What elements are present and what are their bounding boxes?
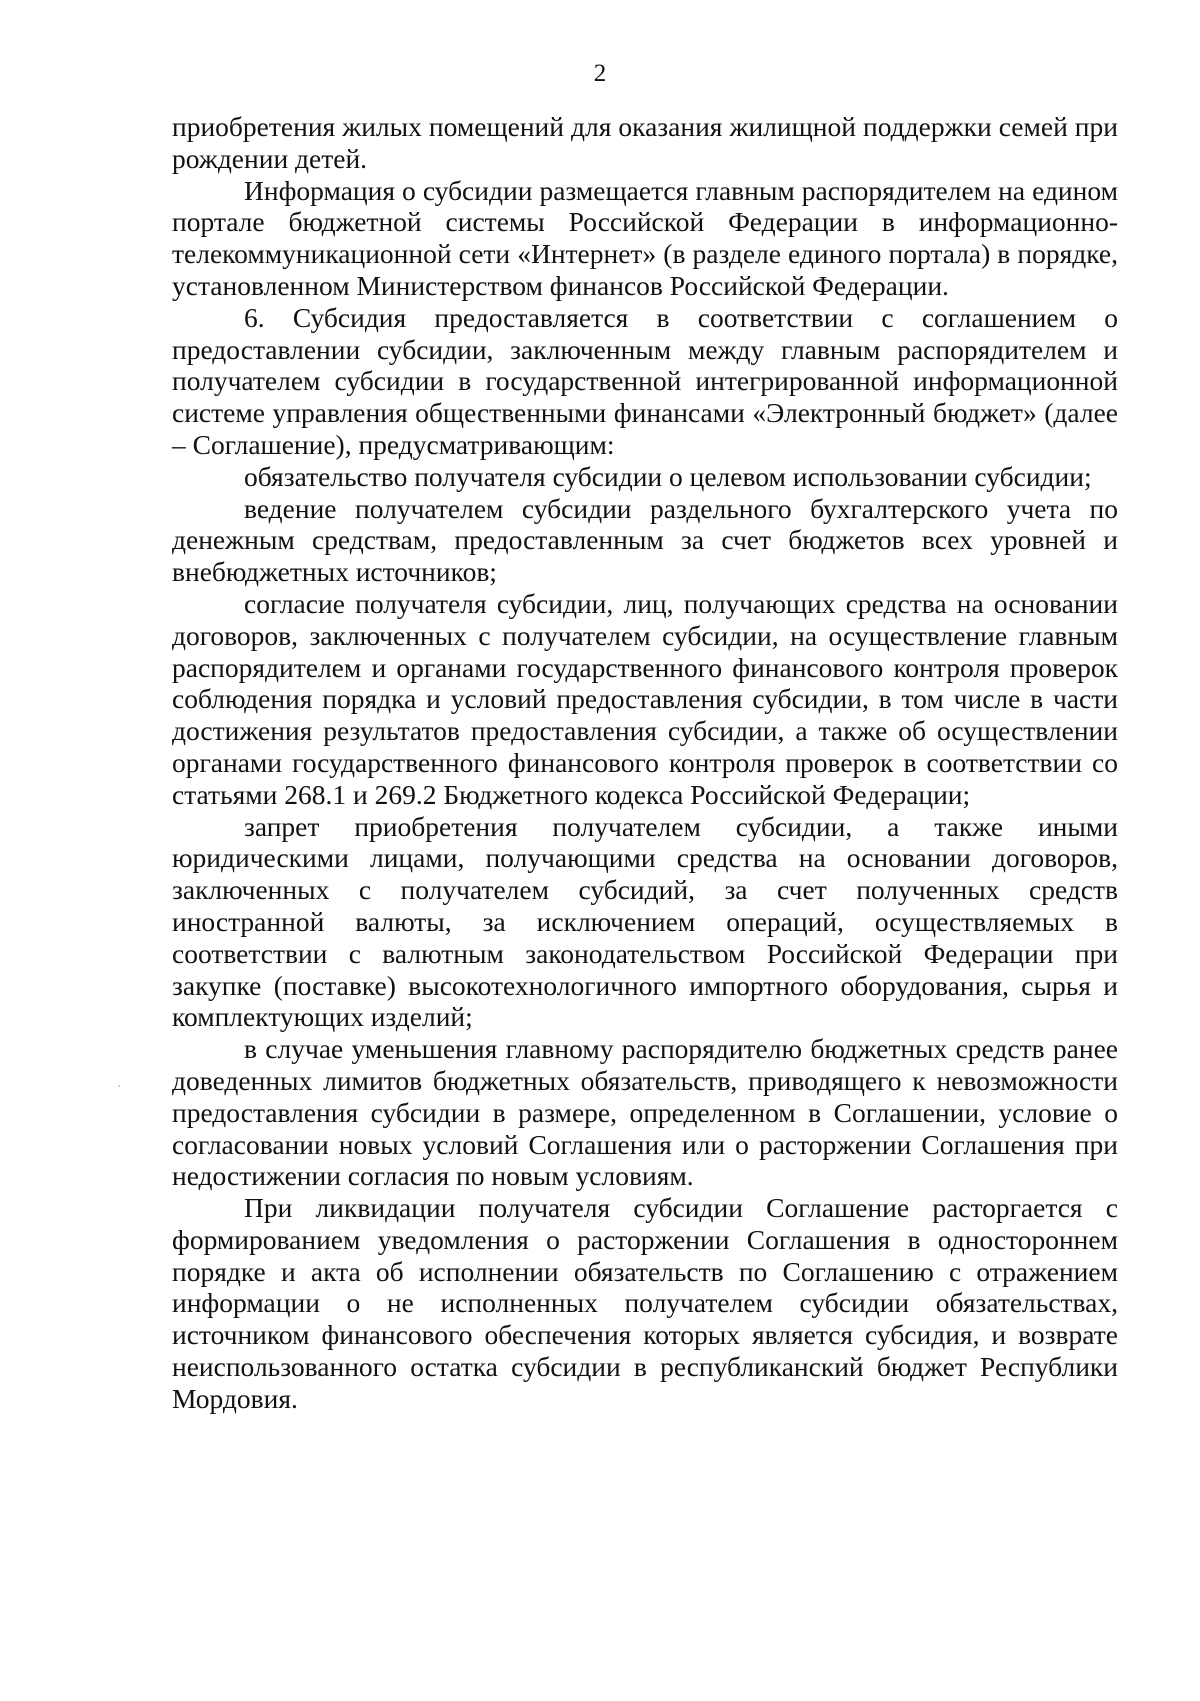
paragraph-liquidation: При ликвидации получателя субсидии Соглашение расторгается с формированием уведомления о расторжении Соглашения в одностороннем порядке и акта об исполнении обязательств по Соглашению с отражением информации о не исполненных получателем субсидии обязательствах, источником финансового обеспечения которых является субсидия, и возврате неиспользованного остатка субсидии в республиканский бюджет Республики Мордовия. — [172, 1192, 1118, 1414]
paragraph-continuation: приобретения жилых помещений для оказания жилищной поддержки семей при рождении детей. — [172, 111, 1118, 174]
paragraph-item-6: 6. Субсидия предоставляется в соответствии с соглашением о предоставлении субсидии, заключенным между главным распорядителем и получателем субсидии в государственной интегрированной информационной системе управления общественными финансами «Электронный бюджет» (далее – Соглашение), предусматривающим: — [172, 301, 1118, 460]
paragraph-subsidy-info: Информация о субсидии размещается главным распорядителем на едином портале бюджетной системы Российской Федерации в информационно-телекоммуникационной сети «Интернет» (в разделе единого портала) в порядке, установленном Министерством финансов Российской Федерации. — [172, 174, 1118, 301]
paragraph-limits-reduction: в случае уменьшения главному распорядителю бюджетных средств ранее доведенных лимитов бюджетных обязательств, приводящего к невозможности предоставления субсидии в размере, определенном в Соглашении, условие о согласовании новых условий Соглашения или о расторжении Соглашения при недостижении согласия по новым условиям. — [172, 1033, 1118, 1192]
paragraph-obligation: обязательство получателя субсидии о целевом использовании субсидии; — [244, 460, 1092, 492]
paragraph-consent: согласие получателя субсидии, лиц, получающих средства на основании договоров, заключенных с получателем субсидии, на осуществление главным распорядителем и органами государственного финансового контроля проверок соблюдения порядка и условий предоставления субсидии, в том числе в части достижения результатов предоставления субсидии, а также об осуществлении органами государственного финансового контроля проверок в соответствии со статьями 268.1 и 269.2 Бюджетного кодекса Российской Федерации; — [172, 587, 1118, 810]
paragraph-accounting: ведение получателем субсидии раздельного бухгалтерского учета по денежным средствам, предоставленным за счет бюджетов всех уровней и внебюджетных источников; — [172, 492, 1118, 588]
document-body — [172, 111, 1118, 1415]
paragraph-currency-ban: запрет приобретения получателем субсидии, а также иными юридическими лицами, получающими средства на основании договоров, заключенных с получателем субсидий, за счет полученных средств иностранной валюты, за исключением операций, осуществляемых в соответствии с валютным законодательством Российской Федерации при закупке (поставке) высокотехнологичного импортного оборудования, сырья и комплектующих изделий; — [172, 810, 1118, 1033]
scan-artifact — [118, 1085, 120, 1087]
page-number: 2 — [593, 60, 607, 87]
